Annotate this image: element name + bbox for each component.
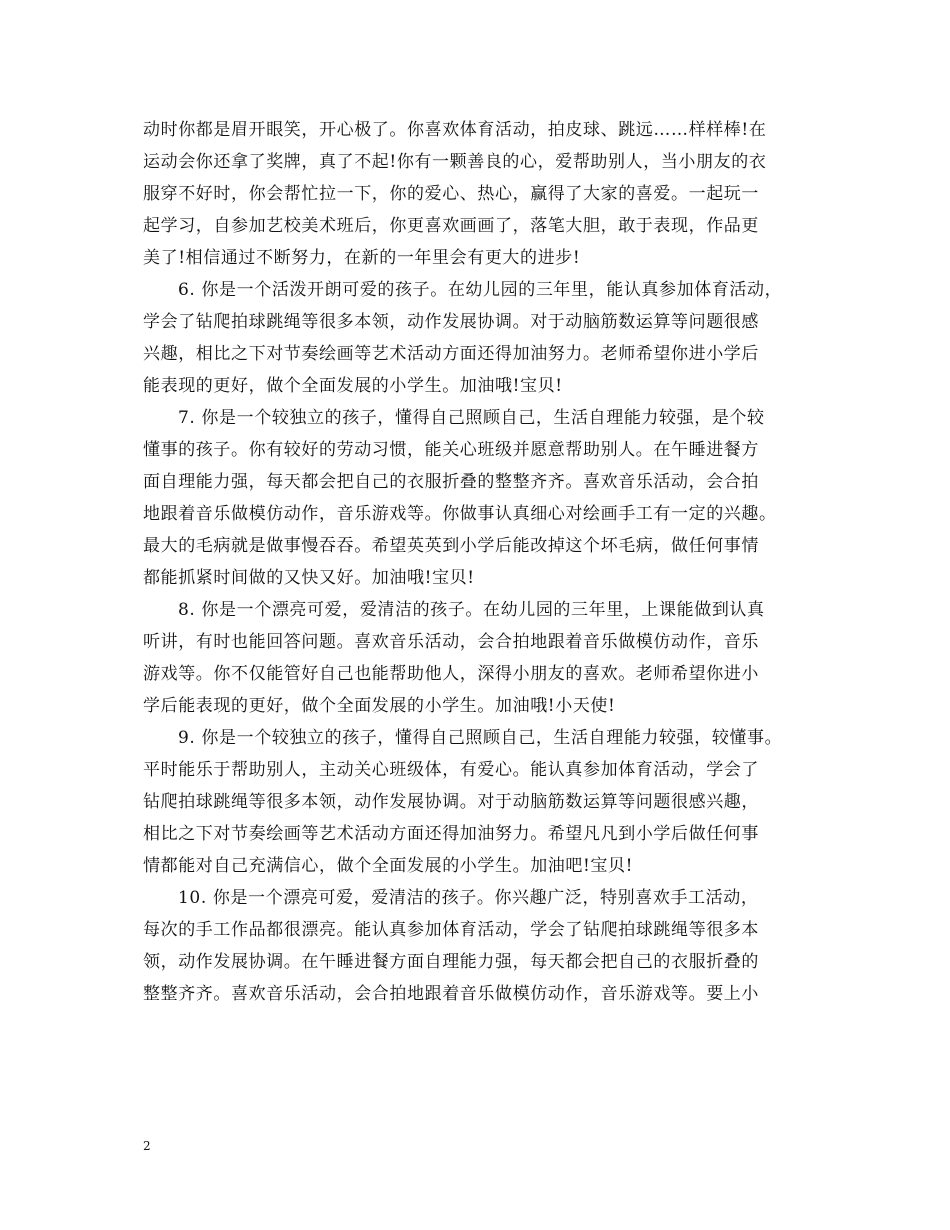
paragraph-8-start: 8. 你是一个漂亮可爱，爱清洁的孩子。在幼儿园的三年里，上课能做到认真: [178, 600, 765, 620]
text-line: 服穿不好时，你会帮忙拉一下，你的爱心、热心，赢得了大家的喜爱。一起玩一: [143, 184, 759, 204]
text-line: 运动会你还拿了奖牌，真了不起!你有一颗善良的心，爱帮助别人，当小朋友的衣: [143, 152, 767, 172]
text-line: 最大的毛病就是做事慢吞吞。希望英英到小学后能改掉这个坏毛病，做任何事情: [143, 536, 759, 556]
paragraph-7-start: 7. 你是一个较独立的孩子，懂得自己照顾自己，生活自理能力较强，是个较: [178, 408, 765, 428]
text-line: 每次的手工作品都很漂亮。能认真参加体育活动，学会了钻爬拍球跳绳等很多本: [143, 920, 759, 940]
text-line: 地跟着音乐做模仿动作，音乐游戏等。你做事认真细心对绘画手工有一定的兴趣。: [143, 504, 777, 524]
paragraph-9-start: 9. 你是一个较独立的孩子，懂得自己照顾自己，生活自理能力较强，较懂事。: [178, 728, 783, 748]
text-line: 面自理能力强，每天都会把自己的衣服折叠的整整齐齐。喜欢音乐活动，会合拍: [143, 472, 759, 492]
text-line: 起学习，自参加艺校美术班后，你更喜欢画画了，落笔大胆，敢于表现，作品更: [143, 216, 759, 236]
text-line: 平时能乐于帮助别人，主动关心班级体，有爱心。能认真参加体育活动，学会了: [143, 760, 759, 780]
text-line: 学会了钻爬拍球跳绳等很多本领，动作发展协调。对于动脑筋数运算等问题很感: [143, 312, 759, 332]
text-line: 相比之下对节奏绘画等艺术活动方面还得加油努力。希望凡凡到小学后做任何事: [143, 824, 759, 844]
body-text: [143, 114, 833, 1010]
text-line: 钻爬拍球跳绳等很多本领，动作发展协调。对于动脑筋数运算等问题很感兴趣，: [143, 792, 759, 812]
text-line: 领，动作发展协调。在午睡进餐方面自理能力强，每天都会把自己的衣服折叠的: [143, 952, 759, 972]
text-line: 情都能对自己充满信心，做个全面发展的小学生。加油吧!宝贝!: [143, 856, 634, 876]
paragraph-10-start: 10. 你是一个漂亮可爱，爱清洁的孩子。你兴趣广泛，特别喜欢手工活动，: [178, 888, 759, 908]
text-line: 懂事的孩子。你有较好的劳动习惯，能关心班级并愿意帮助别人。在午睡进餐方: [143, 440, 759, 460]
paragraph-6-start: 6. 你是一个活泼开朗可爱的孩子。在幼儿园的三年里，能认真参加体育活动，: [178, 280, 783, 300]
text-line: 游戏等。你不仅能管好自己也能帮助他人，深得小朋友的喜欢。老师希望你进小: [143, 664, 759, 684]
text-line: 能表现的更好，做个全面发展的小学生。加油哦!宝贝!: [143, 376, 563, 396]
text-line: 兴趣，相比之下对节奏绘画等艺术活动方面还得加油努力。老师希望你进小学后: [143, 344, 759, 364]
text-line: 动时你都是眉开眼笑，开心极了。你喜欢体育活动，拍皮球、跳远……样样棒!在: [143, 120, 767, 140]
text-line: 学后能表现的更好，做个全面发展的小学生。加油哦!小天使!: [143, 696, 616, 716]
text-line: 整整齐齐。喜欢音乐活动，会合拍地跟着音乐做模仿动作，音乐游戏等。要上小: [143, 984, 759, 1004]
text-line: 都能抓紧时间做的又快又好。加油哦!宝贝!: [143, 568, 475, 588]
page-number: 2: [143, 1139, 151, 1153]
text-line: 听讲，有时也能回答问题。喜欢音乐活动，会合拍地跟着音乐做模仿动作，音乐: [143, 632, 759, 652]
text-line: 美了!相信通过不断努力，在新的一年里会有更大的进步!: [143, 248, 581, 268]
